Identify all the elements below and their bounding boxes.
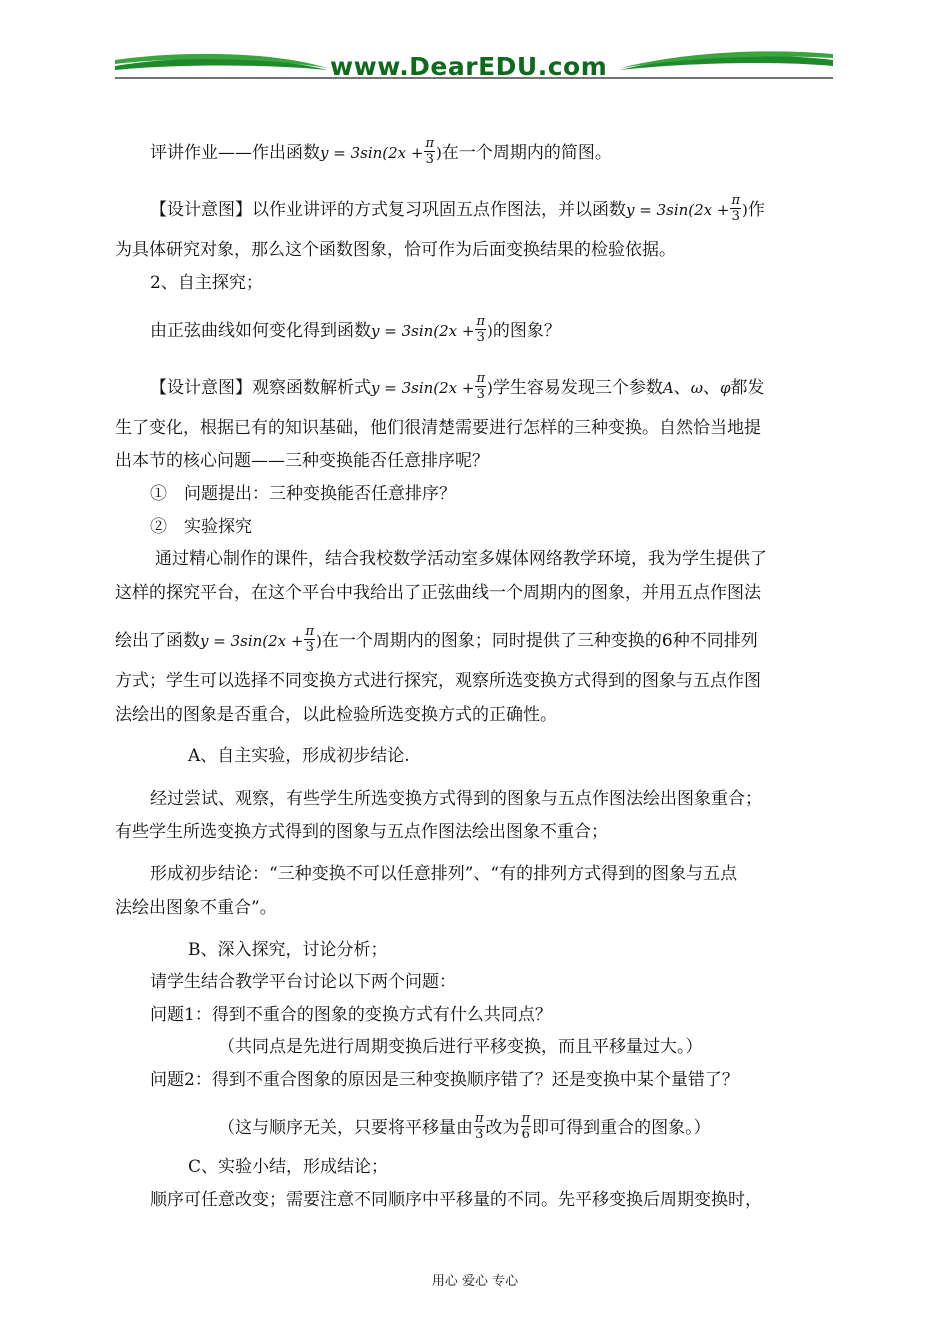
- text-line: （共同点是先进行周期变换后进行平移变换，而且平移量过大。）: [218, 1037, 703, 1057]
- formula: y = 3sin(2x +: [371, 322, 475, 340]
- fraction: $\frac{\pi}{3}$: [425, 136, 435, 167]
- text-line: 顺序可任意改变；需要注意不同顺序中平移量的不同。先平移变换后周期变换时，: [150, 1190, 762, 1210]
- text-line: 绘出了函数y = 3sin(2x + $\frac{\pi}{3}$ )在一个周期内的图象；同时提供了三种变换的6种不同排列: [115, 624, 758, 655]
- text-line: 法绘出的图象是否重合，以此检验所选变换方式的正确性。: [115, 705, 557, 725]
- fraction: $\frac{\pi}{3}$: [476, 314, 486, 345]
- page-footer: 用心 爱心 专心: [431, 1274, 519, 1289]
- text-segment: 即可得到重合的图象。）: [532, 1118, 711, 1138]
- text-segment: 作: [747, 200, 765, 220]
- text-line: 评讲作业——作出函数y = 3sin(2x + $\frac{\pi}{3}$ )在一个周期内的简图。: [150, 136, 612, 167]
- formula: y = 3sin(2x +: [200, 632, 304, 650]
- text-line: 法绘出图象不重合”。: [115, 898, 277, 918]
- page-header: [115, 44, 833, 88]
- text-line: C、实验小结，形成结论；: [188, 1157, 389, 1177]
- text-line: ② 实验探究: [150, 517, 252, 537]
- text-line: 经过尝试、观察，有些学生所选变换方式得到的图象与五点作图法绘出图象重合；: [150, 789, 762, 809]
- text-line: 问题2：得到不重合图象的原因是三种变换顺序错了？还是变换中某个量错了？: [150, 1070, 739, 1090]
- text-segment: 在一个周期内的简图。: [441, 143, 612, 163]
- text-line: 通过精心制作的课件，结合我校数学活动室多媒体网络教学环境，我为学生提供了: [155, 549, 767, 569]
- text-segment: 评讲作业——作出函数: [150, 143, 320, 163]
- text-segment: 由正弦曲线如何变化得到函数: [150, 321, 371, 341]
- text-segment: 都发: [730, 378, 765, 398]
- text-segment: 【设计意图】观察函数解析式: [150, 378, 371, 398]
- fraction: $\frac{\pi}{3}$: [305, 624, 315, 655]
- fraction: $\frac{\pi}{6}$: [521, 1111, 531, 1142]
- text-segment: 学生容易发现三个参数: [492, 378, 663, 398]
- text-line: ① 问题提出：三种变换能否任意排序？: [150, 484, 456, 504]
- site-logo: www.DearEDU.com: [330, 52, 608, 81]
- text-line: 生了变化，根据已有的知识基础，他们很清楚需要进行怎样的三种变换。自然恰当地提: [115, 418, 761, 438]
- text-segment: 绘出了函数: [115, 631, 200, 651]
- text-line: 形成初步结论：“三种变换不可以任意排列”、“有的排列方式得到的图象与五点: [150, 864, 738, 884]
- formula: y = 3sin(2x +: [320, 144, 424, 162]
- text-line: [218, 1113, 711, 1144]
- text-line: 【设计意图】观察函数解析式y = 3sin(2x + $\frac{\pi}{3}$ )学生容易发现三个参数A、ω、φ都发: [150, 371, 765, 402]
- text-line: B、深入探究，讨论分析；: [188, 940, 388, 960]
- text-line: 方式；学生可以选择不同变换方式进行探究，观察所选变换方式得到的图象与五点作图: [115, 671, 761, 691]
- text-line: 2、自主探究；: [150, 273, 263, 293]
- fraction: $\frac{\pi}{3}$: [475, 1111, 484, 1142]
- text-segment: 【设计意图】以作业讲评的方式复习巩固五点作图法，并以函数: [150, 200, 626, 220]
- formula: y = 3sin(2x +: [626, 201, 730, 219]
- formula: y = 3sin(2x +: [371, 379, 475, 397]
- text-segment: 的图象？: [492, 321, 561, 341]
- text-segment: 在一个周期内的图象；同时提供了三种变换的6种不同排列: [321, 631, 758, 651]
- fraction: $\frac{\pi}{3}$: [476, 371, 486, 402]
- text-line: 由正弦曲线如何变化得到函数y = 3sin(2x + $\frac{\pi}{3}$ )的图象？: [150, 314, 561, 345]
- text-line: 【设计意图】以作业讲评的方式复习巩固五点作图法，并以函数y = 3sin(2x + $\frac{\pi}{3}$ )作: [150, 193, 765, 224]
- fraction: $\frac{\pi}{3}$: [731, 193, 741, 224]
- text-line: 有些学生所选变换方式得到的图象与五点作图法绘出图象不重合；: [115, 822, 608, 842]
- text-segment: 改为: [485, 1118, 520, 1138]
- text-line: A、自主实验，形成初步结论.: [188, 746, 410, 766]
- text-line: 请学生结合教学平台讨论以下两个问题：: [150, 972, 456, 992]
- text-line: 问题1：得到不重合的图象的变换方式有什么共同点？: [150, 1005, 552, 1025]
- text-segment: （这与顺序无关，只要将平移量由: [218, 1118, 473, 1138]
- text-line: 为具体研究对象，那么这个函数图象，恰可作为后面变换结果的检验依据。: [115, 240, 676, 260]
- text-line: 这样的探究平台，在这个平台中我给出了正弦曲线一个周期内的图象，并用五点作图法: [115, 583, 761, 603]
- text-line: 出本节的核心问题——三种变换能否任意排序呢？: [115, 451, 489, 471]
